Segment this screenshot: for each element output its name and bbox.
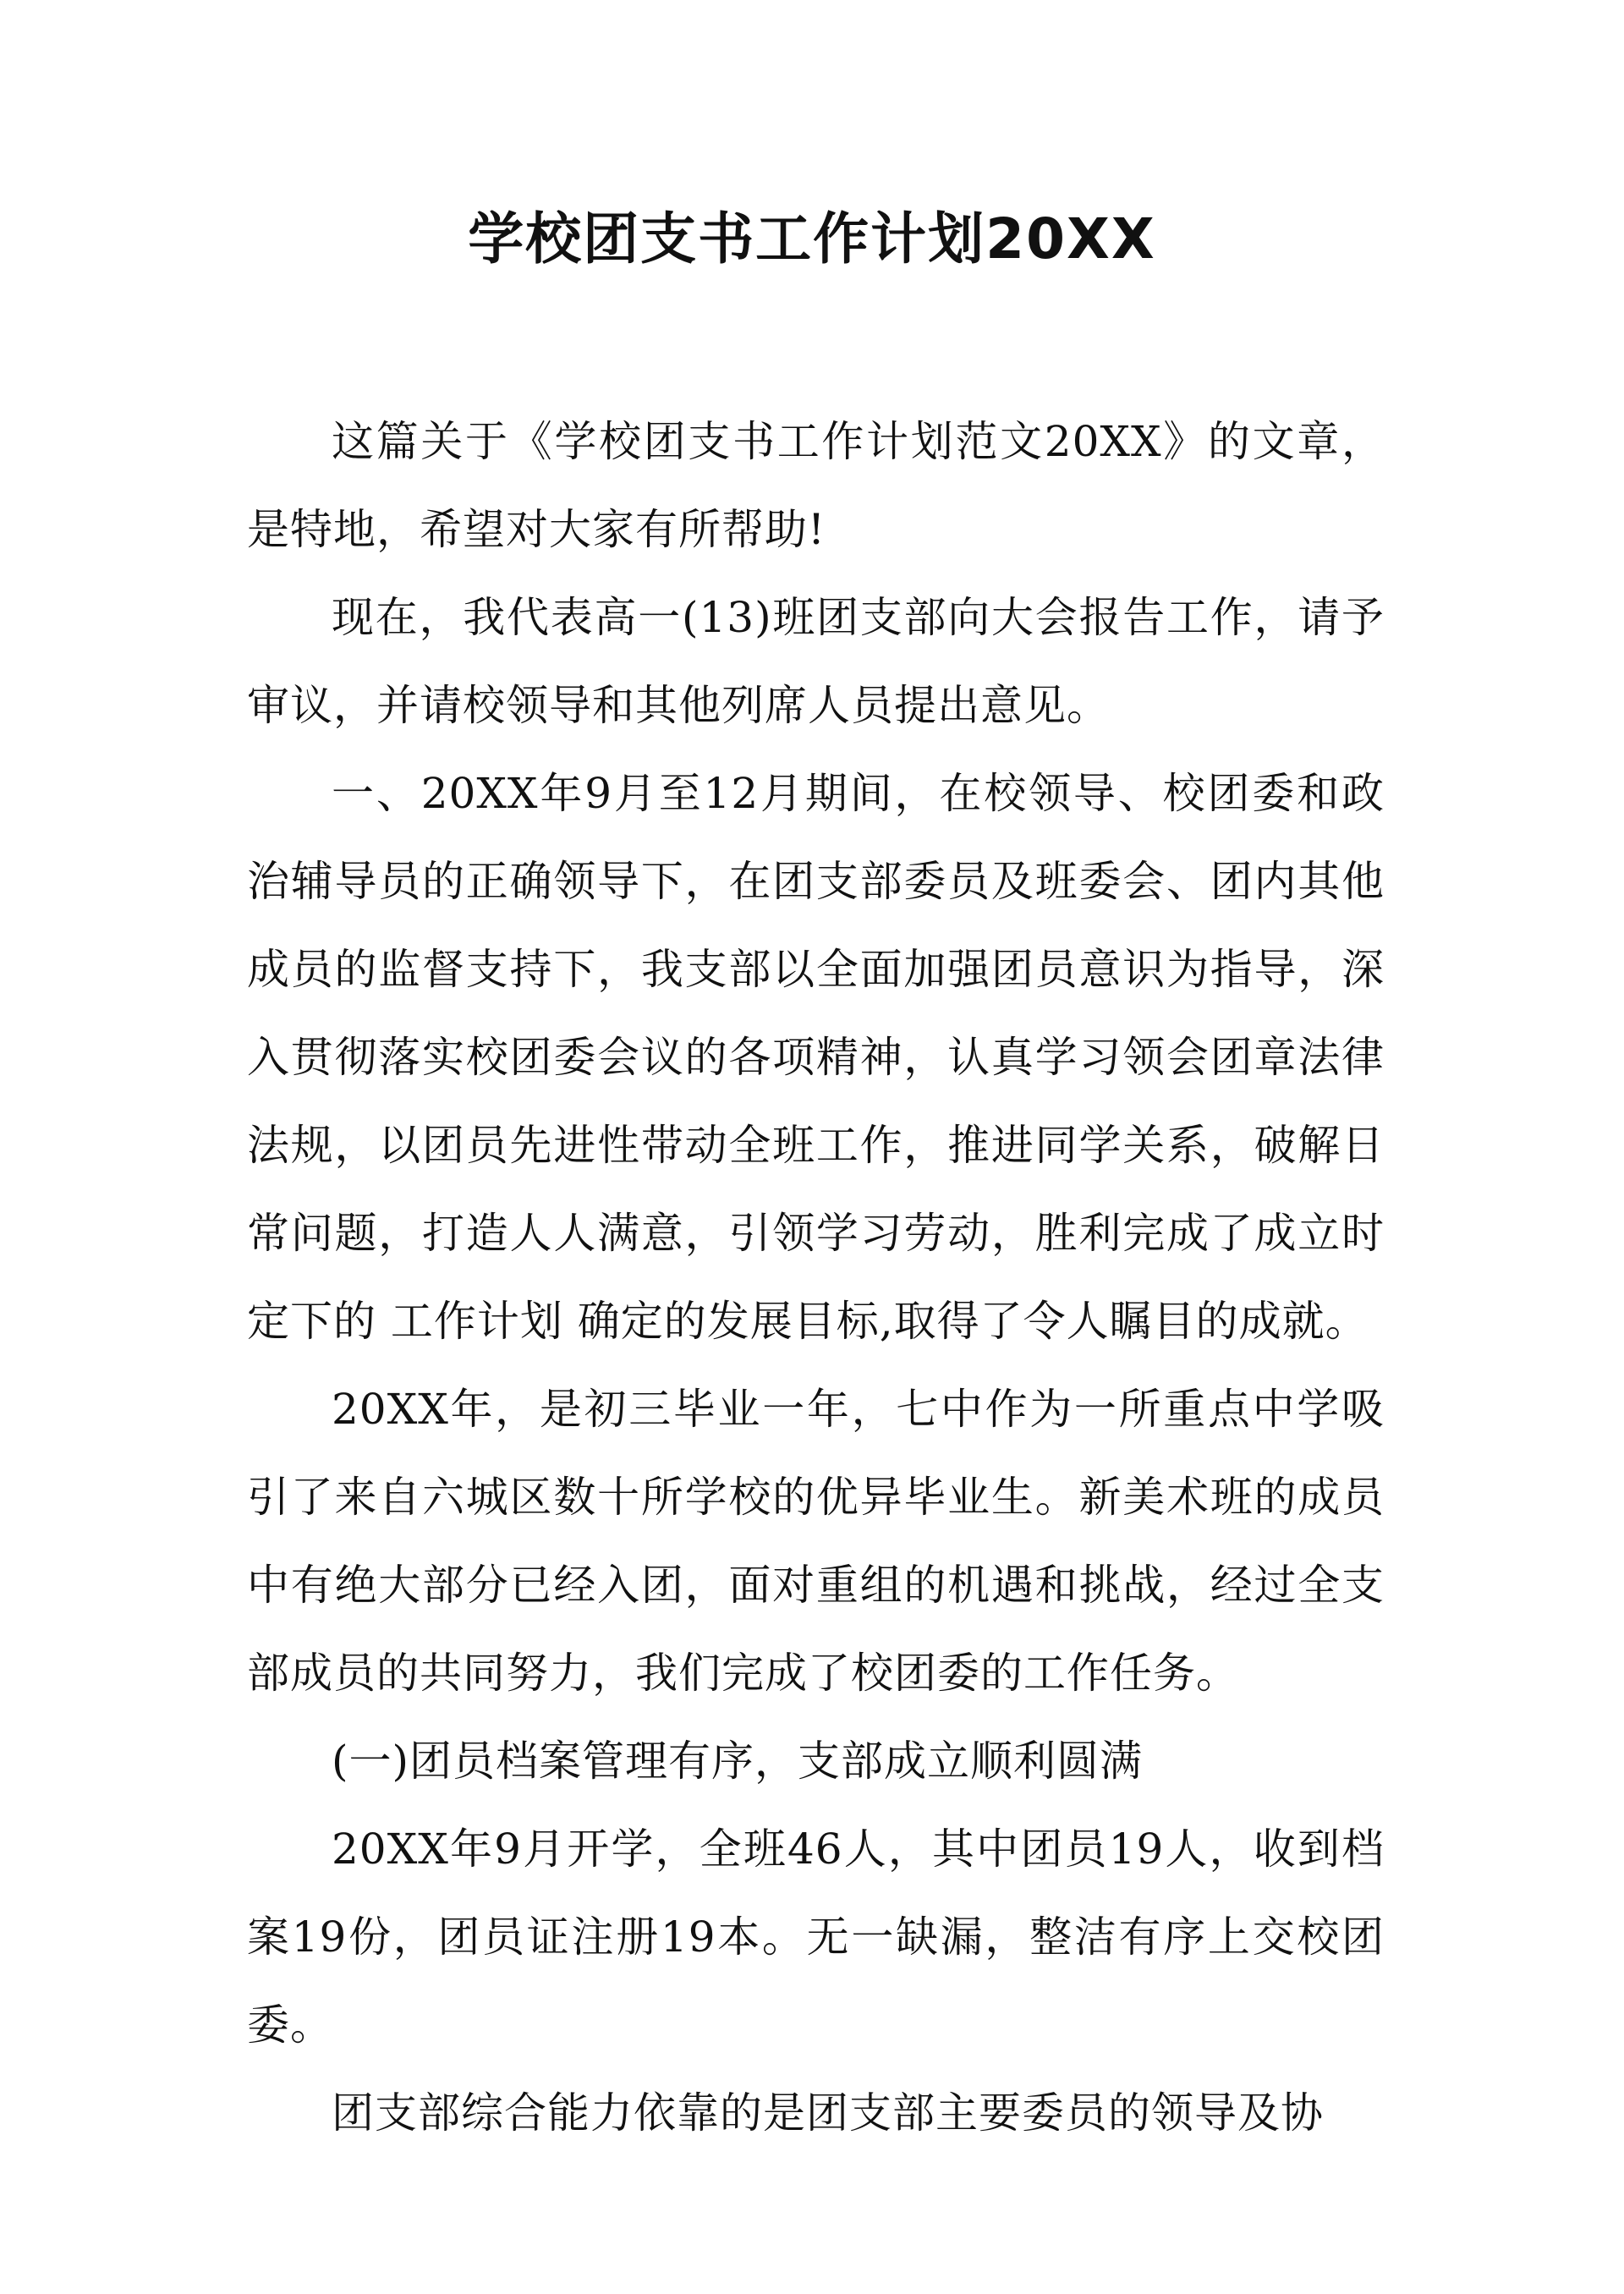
paragraph-intro: 这篇关于《学校团支书工作计划范文20XX》的文章，是特地，希望对大家有所帮助! — [247, 417, 1385, 554]
document-body — [247, 398, 1385, 2157]
document-title: 学校团支书工作计划20XX — [468, 206, 1156, 272]
paragraph-ability: 团支部综合能力依靠的是团支部主要委员的领导及协 — [332, 2088, 1324, 2138]
paragraph-subheading: (一)团员档案管理有序，支部成立顺利圆满 — [332, 1737, 1144, 1786]
paragraph-records: 20XX年9月开学，全班46人，其中团员19人，收到档案19份，团员证注册19本。无一缺漏，整洁有序上交校团委。 — [247, 1825, 1385, 2050]
paragraph-section-one: 一、20XX年9月至12月期间，在校领导、校团委和政治辅导员的正确领导下，在团支部委员及班委会、团内其他成员的监督支持下，我支部以全面加强团员意识为指导，深入贯彻落实校团委会议的各项精神，认真学习领会团章法律法规，以团员先进性带动全班工作，推进同学关系，破解日常问题，打造人人满意，引领学习劳动，胜利完成了成立时定下的 工作计划 确定的发展目标,取得了令人瞩目的成就。 — [247, 769, 1385, 1346]
paragraph-report: 现在，我代表高一(13)班团支部向大会报告工作，请予审议，并请校领导和其他列席人员提出意见。 — [247, 593, 1385, 730]
paragraph-background: 20XX年，是初三毕业一年，七中作为一所重点中学吸引了来自六城区数十所学校的优异毕业生。新美术班的成员中有绝大部分已经入团，面对重组的机遇和挑战，经过全支部成员的共同努力，我们完成了校团委的工作任务。 — [247, 1385, 1385, 1698]
